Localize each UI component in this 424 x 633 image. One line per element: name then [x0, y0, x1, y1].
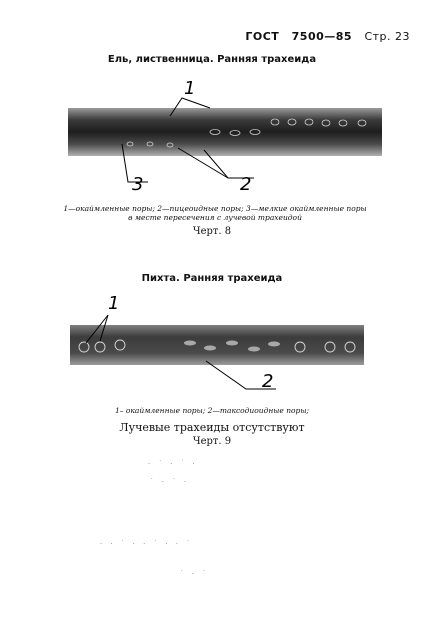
- figure9-callout-1: 1: [108, 293, 120, 314]
- figure9-tracheid: [70, 325, 364, 365]
- figure9-note: Лучевые трахеиды отсутствуют: [119, 421, 305, 434]
- figure8-callout-2: 2: [240, 174, 252, 195]
- figure9-label: Черт. 9: [192, 436, 232, 447]
- gost-label: ГОСТ: [245, 30, 280, 43]
- figure8-tracheid: [68, 108, 382, 156]
- figure8-photo: [0, 70, 424, 200]
- figure9-callout-2: 2: [262, 371, 274, 392]
- figure9-caption: 1– окаймленные поры; 2—таксодиоидные поры;: [115, 406, 309, 415]
- scan-noise: · · ˙ · · ˙ · · ˙: [100, 540, 193, 548]
- figure9-title: Пихта. Ранняя трахеида: [141, 273, 283, 284]
- figure8-label: Черт. 8: [192, 226, 232, 237]
- figure8-title: Ель, лиственница. Ранняя трахеида: [107, 54, 317, 65]
- scan-noise: ˙ · ˙ ·: [150, 478, 190, 486]
- figure8-callout-1: 1: [184, 78, 196, 99]
- gost-number: 7500—85: [291, 30, 353, 43]
- figure9-photo: [0, 285, 424, 400]
- page-header: [237, 30, 410, 43]
- figure8-caption-line1: 1—окаймленные поры; 2—пицеоидные поры; 3—мелкие окаймленные поры: [63, 204, 367, 213]
- figure8-caption-line2: в месте пересечения с лучевой трахеидой: [128, 213, 302, 222]
- page-number: Стр. 23: [364, 30, 410, 43]
- figure8-caption: [40, 204, 390, 222]
- scan-noise: · ˙ · ˙ ·: [148, 460, 198, 468]
- figure8-callout-3: 3: [132, 174, 144, 195]
- scan-noise: ˙ · ˙: [180, 570, 209, 578]
